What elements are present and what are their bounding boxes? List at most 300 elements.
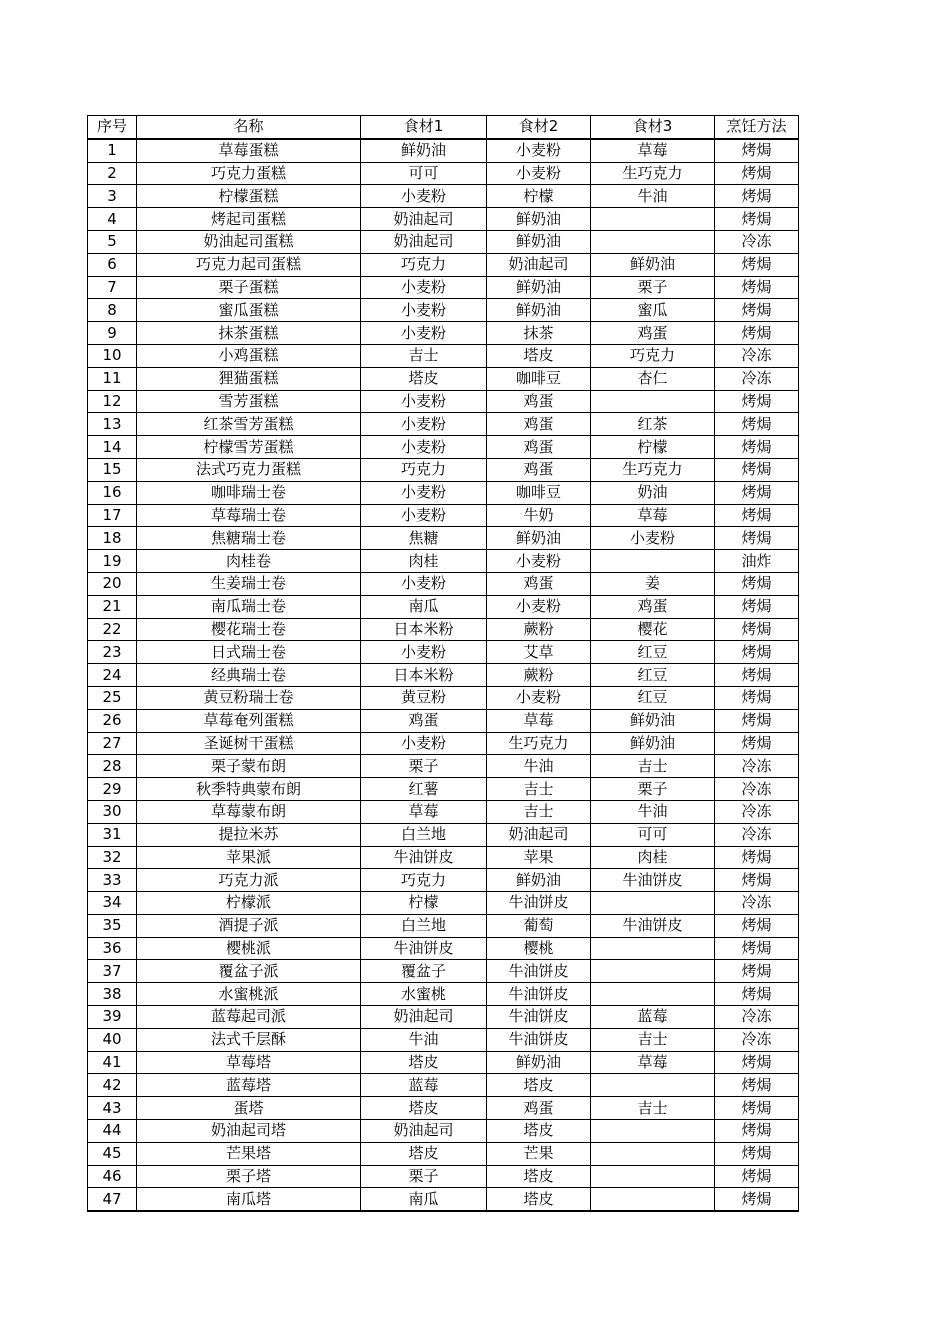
table-row	[88, 709, 799, 732]
cell-index: 41	[88, 1051, 137, 1074]
cell-ingredient-2: 蕨粉	[487, 664, 591, 687]
cell-ingredient-2: 牛油饼皮	[487, 960, 591, 983]
recipe-table	[87, 115, 799, 1212]
cell-ingredient-2: 鲜奶油	[487, 230, 591, 253]
cell-ingredient-2: 牛油饼皮	[487, 983, 591, 1006]
cell-cooking-method: 烤焗	[715, 732, 799, 755]
cell-ingredient-2: 柠檬	[487, 185, 591, 208]
cell-index: 16	[88, 481, 137, 504]
table-row	[88, 527, 799, 550]
cell-ingredient-3: 蜜瓜	[591, 299, 715, 322]
cell-index: 31	[88, 823, 137, 846]
table-row	[88, 846, 799, 869]
cell-cooking-method: 冷冻	[715, 344, 799, 367]
cell-name: 小鸡蛋糕	[137, 344, 361, 367]
table-row	[88, 572, 799, 595]
cell-ingredient-2: 抹茶	[487, 322, 591, 345]
cell-ingredient-1: 塔皮	[361, 1051, 487, 1074]
cell-cooking-method: 烤焗	[715, 458, 799, 481]
cell-cooking-method: 烤焗	[715, 1165, 799, 1188]
cell-index: 37	[88, 960, 137, 983]
cell-ingredient-1: 水蜜桃	[361, 983, 487, 1006]
cell-name: 经典瑞士卷	[137, 664, 361, 687]
cell-name: 南瓜瑞士卷	[137, 595, 361, 618]
cell-ingredient-2: 蕨粉	[487, 618, 591, 641]
cell-cooking-method: 烤焗	[715, 709, 799, 732]
cell-ingredient-3: 奶油	[591, 481, 715, 504]
cell-ingredient-2: 鲜奶油	[487, 869, 591, 892]
cell-ingredient-3: 草莓	[591, 504, 715, 527]
cell-ingredient-1: 巧克力	[361, 458, 487, 481]
table-row	[88, 914, 799, 937]
cell-index: 17	[88, 504, 137, 527]
cell-name: 奶油起司蛋糕	[137, 230, 361, 253]
cell-ingredient-3: 鲜奶油	[591, 253, 715, 276]
cell-name: 草莓蛋糕	[137, 139, 361, 162]
cell-ingredient-3: 栗子	[591, 778, 715, 801]
cell-cooking-method: 烤焗	[715, 481, 799, 504]
table-row	[88, 1051, 799, 1074]
cell-cooking-method: 烤焗	[715, 162, 799, 185]
cell-ingredient-3: 红豆	[591, 686, 715, 709]
cell-name: 焦糖瑞士卷	[137, 527, 361, 550]
cell-ingredient-1: 小麦粉	[361, 390, 487, 413]
cell-ingredient-2: 塔皮	[487, 1165, 591, 1188]
cell-ingredient-2: 鲜奶油	[487, 276, 591, 299]
cell-cooking-method: 烤焗	[715, 1074, 799, 1097]
cell-index: 32	[88, 846, 137, 869]
cell-ingredient-3	[591, 960, 715, 983]
cell-cooking-method: 烤焗	[715, 983, 799, 1006]
cell-index: 45	[88, 1142, 137, 1165]
cell-name: 覆盆子派	[137, 960, 361, 983]
cell-cooking-method: 烤焗	[715, 1120, 799, 1143]
cell-name: 柠檬派	[137, 892, 361, 915]
table-row	[88, 937, 799, 960]
cell-ingredient-3: 樱花	[591, 618, 715, 641]
cell-cooking-method: 烤焗	[715, 1097, 799, 1120]
cell-ingredient-2: 小麦粉	[487, 550, 591, 573]
cell-cooking-method: 烤焗	[715, 914, 799, 937]
cell-cooking-method: 烤焗	[715, 390, 799, 413]
cell-name: 芒果塔	[137, 1142, 361, 1165]
cell-name: 圣诞树干蛋糕	[137, 732, 361, 755]
cell-ingredient-1: 白兰地	[361, 823, 487, 846]
cell-ingredient-1: 小麦粉	[361, 436, 487, 459]
cell-ingredient-2: 草莓	[487, 709, 591, 732]
cell-cooking-method: 烤焗	[715, 139, 799, 162]
cell-ingredient-2: 芒果	[487, 1142, 591, 1165]
cell-ingredient-3	[591, 983, 715, 1006]
header-cooking-method: 烹饪方法	[715, 116, 799, 139]
cell-name: 巧克力派	[137, 869, 361, 892]
cell-name: 提拉米苏	[137, 823, 361, 846]
cell-name: 蛋塔	[137, 1097, 361, 1120]
table-row	[88, 664, 799, 687]
cell-cooking-method: 烤焗	[715, 595, 799, 618]
cell-name: 狸猫蛋糕	[137, 367, 361, 390]
cell-ingredient-2: 鸡蛋	[487, 572, 591, 595]
table-row	[88, 823, 799, 846]
cell-ingredient-2: 咖啡豆	[487, 481, 591, 504]
cell-ingredient-1: 奶油起司	[361, 1120, 487, 1143]
cell-ingredient-1: 牛油	[361, 1028, 487, 1051]
cell-cooking-method: 冷冻	[715, 892, 799, 915]
cell-ingredient-1: 栗子	[361, 1165, 487, 1188]
cell-index: 26	[88, 709, 137, 732]
cell-ingredient-1: 覆盆子	[361, 960, 487, 983]
cell-ingredient-3: 吉士	[591, 1028, 715, 1051]
cell-name: 柠檬雪芳蛋糕	[137, 436, 361, 459]
cell-ingredient-3: 柠檬	[591, 436, 715, 459]
cell-index: 24	[88, 664, 137, 687]
cell-ingredient-2: 鸡蛋	[487, 436, 591, 459]
cell-cooking-method: 烤焗	[715, 869, 799, 892]
cell-ingredient-2: 鸡蛋	[487, 413, 591, 436]
cell-name: 肉桂卷	[137, 550, 361, 573]
cell-ingredient-1: 鸡蛋	[361, 709, 487, 732]
table-row	[88, 390, 799, 413]
cell-index: 3	[88, 185, 137, 208]
cell-ingredient-1: 塔皮	[361, 367, 487, 390]
cell-index: 6	[88, 253, 137, 276]
table-row	[88, 253, 799, 276]
cell-index: 5	[88, 230, 137, 253]
cell-name: 酒提子派	[137, 914, 361, 937]
table-row	[88, 618, 799, 641]
cell-ingredient-2: 鲜奶油	[487, 527, 591, 550]
cell-index: 28	[88, 755, 137, 778]
cell-index: 44	[88, 1120, 137, 1143]
cell-index: 33	[88, 869, 137, 892]
header-ingredient-1: 食材1	[361, 116, 487, 139]
cell-ingredient-3: 草莓	[591, 139, 715, 162]
cell-ingredient-3: 鸡蛋	[591, 595, 715, 618]
cell-name: 生姜瑞士卷	[137, 572, 361, 595]
cell-index: 39	[88, 1006, 137, 1029]
cell-index: 2	[88, 162, 137, 185]
cell-cooking-method: 烤焗	[715, 1051, 799, 1074]
cell-name: 草莓瑞士卷	[137, 504, 361, 527]
cell-ingredient-2: 小麦粉	[487, 162, 591, 185]
cell-name: 黄豆粉瑞士卷	[137, 686, 361, 709]
cell-ingredient-1: 小麦粉	[361, 481, 487, 504]
cell-name: 红茶雪芳蛋糕	[137, 413, 361, 436]
cell-index: 14	[88, 436, 137, 459]
table-row	[88, 1097, 799, 1120]
cell-ingredient-2: 塔皮	[487, 1188, 591, 1211]
cell-index: 46	[88, 1165, 137, 1188]
cell-ingredient-1: 黄豆粉	[361, 686, 487, 709]
cell-cooking-method: 冷冻	[715, 367, 799, 390]
table-row	[88, 322, 799, 345]
table-row	[88, 869, 799, 892]
cell-ingredient-3: 牛油	[591, 185, 715, 208]
cell-name: 奶油起司塔	[137, 1120, 361, 1143]
cell-ingredient-2: 咖啡豆	[487, 367, 591, 390]
cell-cooking-method: 烤焗	[715, 185, 799, 208]
cell-name: 苹果派	[137, 846, 361, 869]
cell-ingredient-1: 牛油饼皮	[361, 937, 487, 960]
cell-name: 法式千层酥	[137, 1028, 361, 1051]
cell-ingredient-1: 草莓	[361, 800, 487, 823]
cell-ingredient-2: 生巧克力	[487, 732, 591, 755]
table-row	[88, 1165, 799, 1188]
cell-ingredient-3: 栗子	[591, 276, 715, 299]
cell-name: 蜜瓜蛋糕	[137, 299, 361, 322]
cell-index: 13	[88, 413, 137, 436]
cell-ingredient-2: 鲜奶油	[487, 208, 591, 231]
cell-ingredient-3: 巧克力	[591, 344, 715, 367]
table-row	[88, 595, 799, 618]
cell-ingredient-3	[591, 892, 715, 915]
table-row	[88, 1006, 799, 1029]
cell-cooking-method: 冷冻	[715, 800, 799, 823]
cell-index: 19	[88, 550, 137, 573]
cell-ingredient-3: 蓝莓	[591, 1006, 715, 1029]
cell-index: 34	[88, 892, 137, 915]
table-row	[88, 208, 799, 231]
cell-ingredient-2: 牛油饼皮	[487, 892, 591, 915]
cell-name: 栗子塔	[137, 1165, 361, 1188]
cell-ingredient-2: 小麦粉	[487, 139, 591, 162]
cell-cooking-method: 冷冻	[715, 778, 799, 801]
table-row	[88, 686, 799, 709]
cell-ingredient-1: 小麦粉	[361, 572, 487, 595]
cell-cooking-method: 烤焗	[715, 322, 799, 345]
cell-name: 草莓塔	[137, 1051, 361, 1074]
cell-ingredient-1: 小麦粉	[361, 732, 487, 755]
cell-index: 40	[88, 1028, 137, 1051]
cell-cooking-method: 烤焗	[715, 686, 799, 709]
cell-name: 巧克力蛋糕	[137, 162, 361, 185]
cell-ingredient-1: 南瓜	[361, 595, 487, 618]
cell-ingredient-3	[591, 1165, 715, 1188]
cell-cooking-method: 烤焗	[715, 937, 799, 960]
cell-ingredient-3: 牛油饼皮	[591, 914, 715, 937]
cell-name: 水蜜桃派	[137, 983, 361, 1006]
cell-ingredient-3: 吉士	[591, 1097, 715, 1120]
cell-ingredient-1: 鲜奶油	[361, 139, 487, 162]
cell-ingredient-3	[591, 937, 715, 960]
cell-ingredient-3: 鲜奶油	[591, 709, 715, 732]
cell-ingredient-1: 肉桂	[361, 550, 487, 573]
cell-ingredient-2: 奶油起司	[487, 253, 591, 276]
header-index: 序号	[88, 116, 137, 139]
cell-index: 4	[88, 208, 137, 231]
cell-name: 柠檬蛋糕	[137, 185, 361, 208]
cell-cooking-method: 烤焗	[715, 253, 799, 276]
cell-ingredient-3	[591, 1142, 715, 1165]
cell-ingredient-3: 红豆	[591, 641, 715, 664]
cell-cooking-method: 烤焗	[715, 276, 799, 299]
cell-ingredient-3: 牛油饼皮	[591, 869, 715, 892]
cell-index: 12	[88, 390, 137, 413]
cell-index: 15	[88, 458, 137, 481]
cell-index: 35	[88, 914, 137, 937]
cell-cooking-method: 烤焗	[715, 413, 799, 436]
table-body	[88, 139, 799, 1211]
cell-ingredient-1: 可可	[361, 162, 487, 185]
cell-ingredient-3: 鸡蛋	[591, 322, 715, 345]
cell-ingredient-1: 小麦粉	[361, 322, 487, 345]
cell-ingredient-3: 小麦粉	[591, 527, 715, 550]
cell-cooking-method: 冷冻	[715, 1006, 799, 1029]
table-row	[88, 481, 799, 504]
cell-cooking-method: 烤焗	[715, 618, 799, 641]
cell-ingredient-1: 小麦粉	[361, 299, 487, 322]
cell-ingredient-1: 小麦粉	[361, 504, 487, 527]
table-row	[88, 162, 799, 185]
cell-name: 樱桃派	[137, 937, 361, 960]
cell-ingredient-2: 塔皮	[487, 344, 591, 367]
table-row	[88, 1142, 799, 1165]
table-row	[88, 458, 799, 481]
cell-ingredient-2: 葡萄	[487, 914, 591, 937]
cell-ingredient-2: 奶油起司	[487, 823, 591, 846]
cell-cooking-method: 油炸	[715, 550, 799, 573]
cell-ingredient-2: 吉士	[487, 800, 591, 823]
table-row	[88, 299, 799, 322]
cell-ingredient-1: 奶油起司	[361, 208, 487, 231]
cell-ingredient-3	[591, 208, 715, 231]
cell-ingredient-1: 日本米粉	[361, 664, 487, 687]
table-row	[88, 550, 799, 573]
header-row	[88, 116, 799, 139]
cell-cooking-method: 烤焗	[715, 299, 799, 322]
table-row	[88, 892, 799, 915]
cell-ingredient-3: 可可	[591, 823, 715, 846]
cell-index: 18	[88, 527, 137, 550]
table-row	[88, 755, 799, 778]
cell-cooking-method: 烤焗	[715, 641, 799, 664]
cell-name: 南瓜塔	[137, 1188, 361, 1211]
cell-ingredient-3: 红茶	[591, 413, 715, 436]
cell-name: 蓝莓塔	[137, 1074, 361, 1097]
cell-ingredient-2: 小麦粉	[487, 686, 591, 709]
cell-ingredient-2: 鸡蛋	[487, 458, 591, 481]
cell-ingredient-3	[591, 230, 715, 253]
cell-ingredient-2: 鸡蛋	[487, 1097, 591, 1120]
cell-ingredient-3: 草莓	[591, 1051, 715, 1074]
table-row	[88, 800, 799, 823]
cell-index: 42	[88, 1074, 137, 1097]
table-row	[88, 641, 799, 664]
cell-index: 8	[88, 299, 137, 322]
cell-index: 22	[88, 618, 137, 641]
table-row	[88, 778, 799, 801]
cell-cooking-method: 冷冻	[715, 755, 799, 778]
cell-index: 11	[88, 367, 137, 390]
cell-ingredient-1: 奶油起司	[361, 230, 487, 253]
cell-name: 巧克力起司蛋糕	[137, 253, 361, 276]
cell-cooking-method: 烤焗	[715, 1142, 799, 1165]
cell-index: 47	[88, 1188, 137, 1211]
cell-cooking-method: 冷冻	[715, 230, 799, 253]
cell-index: 10	[88, 344, 137, 367]
cell-index: 30	[88, 800, 137, 823]
cell-ingredient-2: 艾草	[487, 641, 591, 664]
cell-ingredient-1: 焦糖	[361, 527, 487, 550]
cell-name: 抹茶蛋糕	[137, 322, 361, 345]
cell-ingredient-2: 塔皮	[487, 1120, 591, 1143]
cell-ingredient-2: 塔皮	[487, 1074, 591, 1097]
cell-ingredient-2: 鲜奶油	[487, 299, 591, 322]
cell-name: 草莓蒙布朗	[137, 800, 361, 823]
header-ingredient-3: 食材3	[591, 116, 715, 139]
cell-index: 9	[88, 322, 137, 345]
cell-cooking-method: 烤焗	[715, 208, 799, 231]
cell-name: 栗子蛋糕	[137, 276, 361, 299]
cell-ingredient-3	[591, 1120, 715, 1143]
cell-index: 27	[88, 732, 137, 755]
cell-name: 栗子蒙布朗	[137, 755, 361, 778]
cell-ingredient-1: 奶油起司	[361, 1006, 487, 1029]
cell-cooking-method: 烤焗	[715, 1188, 799, 1211]
table-row	[88, 732, 799, 755]
cell-index: 23	[88, 641, 137, 664]
table-row	[88, 1074, 799, 1097]
cell-cooking-method: 烤焗	[715, 960, 799, 983]
cell-ingredient-1: 吉士	[361, 344, 487, 367]
cell-index: 29	[88, 778, 137, 801]
cell-ingredient-1: 蓝莓	[361, 1074, 487, 1097]
cell-cooking-method: 烤焗	[715, 527, 799, 550]
cell-ingredient-1: 塔皮	[361, 1142, 487, 1165]
cell-ingredient-2: 牛油	[487, 755, 591, 778]
table-row	[88, 960, 799, 983]
cell-cooking-method: 烤焗	[715, 664, 799, 687]
cell-ingredient-2: 樱桃	[487, 937, 591, 960]
cell-cooking-method: 烤焗	[715, 846, 799, 869]
table-row	[88, 344, 799, 367]
cell-cooking-method: 冷冻	[715, 823, 799, 846]
cell-cooking-method: 冷冻	[715, 1028, 799, 1051]
cell-index: 36	[88, 937, 137, 960]
cell-name: 樱花瑞士卷	[137, 618, 361, 641]
cell-cooking-method: 烤焗	[715, 504, 799, 527]
table-row	[88, 1028, 799, 1051]
cell-index: 21	[88, 595, 137, 618]
cell-ingredient-3: 姜	[591, 572, 715, 595]
cell-index: 7	[88, 276, 137, 299]
cell-ingredient-2: 苹果	[487, 846, 591, 869]
cell-name: 烤起司蛋糕	[137, 208, 361, 231]
cell-ingredient-3: 生巧克力	[591, 162, 715, 185]
table-row	[88, 139, 799, 162]
cell-ingredient-2: 鲜奶油	[487, 1051, 591, 1074]
cell-name: 日式瑞士卷	[137, 641, 361, 664]
cell-name: 秋季特典蒙布朗	[137, 778, 361, 801]
cell-ingredient-2: 吉士	[487, 778, 591, 801]
table-row	[88, 276, 799, 299]
cell-name: 法式巧克力蛋糕	[137, 458, 361, 481]
table-row	[88, 185, 799, 208]
cell-ingredient-3	[591, 1074, 715, 1097]
cell-ingredient-1: 巧克力	[361, 869, 487, 892]
cell-index: 25	[88, 686, 137, 709]
table-row	[88, 983, 799, 1006]
cell-ingredient-3	[591, 390, 715, 413]
cell-ingredient-1: 牛油饼皮	[361, 846, 487, 869]
table-header	[88, 116, 799, 139]
cell-ingredient-1: 白兰地	[361, 914, 487, 937]
cell-index: 20	[88, 572, 137, 595]
table-row	[88, 413, 799, 436]
cell-ingredient-1: 日本米粉	[361, 618, 487, 641]
cell-ingredient-1: 小麦粉	[361, 413, 487, 436]
cell-ingredient-1: 栗子	[361, 755, 487, 778]
